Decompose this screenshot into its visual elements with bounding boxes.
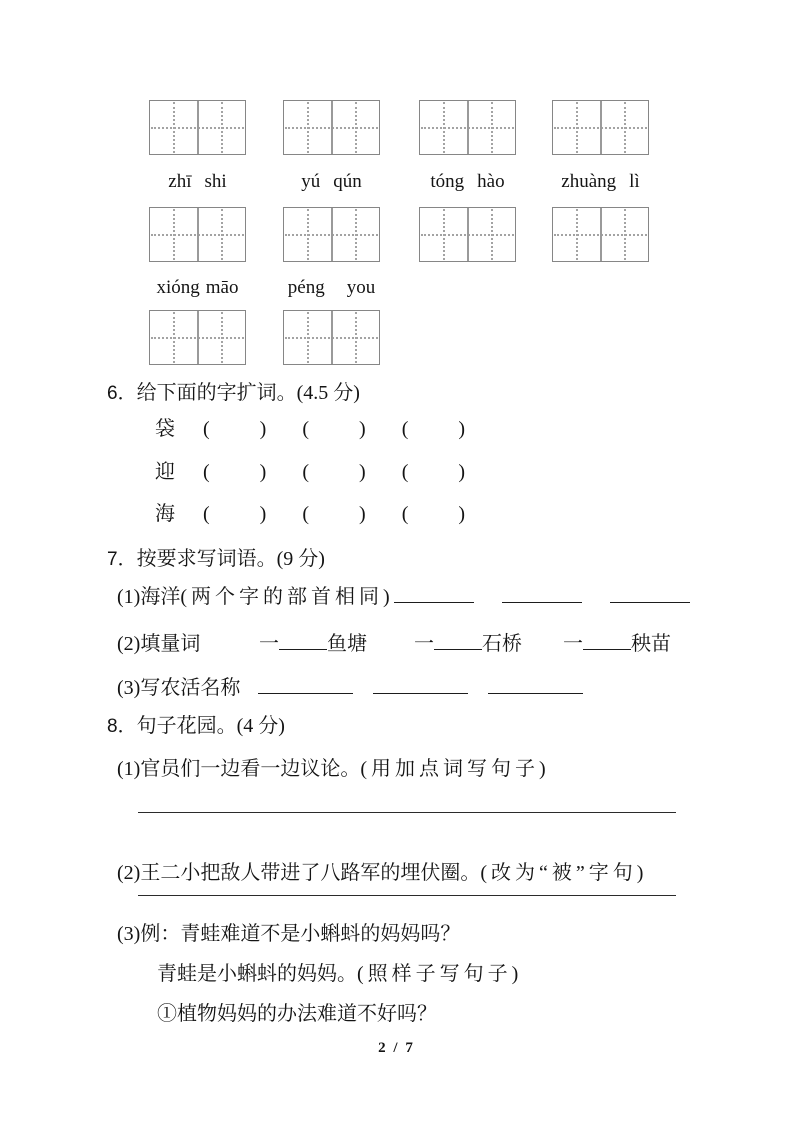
pinyin-syllable: lì — [629, 171, 640, 192]
q8-item-3-example-2 — [157, 961, 522, 987]
writing-grid-box — [552, 100, 649, 155]
grid-divider — [600, 208, 602, 261]
q8-item-1 — [117, 756, 550, 782]
unit-character: 一 — [259, 633, 279, 655]
sentence-text: ①植物妈妈的办法难道不好吗？ — [157, 1003, 437, 1025]
pinyin-syllable: you — [346, 277, 376, 298]
grid-dashed-line — [355, 312, 357, 363]
item-label: (3)写农活名称 — [117, 677, 241, 699]
writing-grid-box — [419, 100, 516, 155]
answer-line — [138, 812, 676, 813]
pinyin-syllable: māo — [205, 277, 239, 298]
answer-blank — [610, 586, 690, 603]
grid-divider — [197, 101, 199, 154]
pinyin-label — [149, 169, 246, 195]
grid-dashed-line — [576, 209, 578, 260]
unit-character: 一 — [563, 633, 583, 655]
answer-parentheses — [402, 416, 465, 442]
item-hint: (两个字的部首相同) — [180, 586, 394, 608]
grid-dashed-line — [624, 209, 626, 260]
answer-line — [138, 895, 676, 896]
base-character: 袋 — [155, 418, 175, 440]
question-title: 按要求写词语。 — [136, 548, 277, 570]
q8-item-3-sub-1 — [157, 1001, 437, 1027]
grid-dashed-line — [624, 102, 626, 153]
answer-parentheses — [302, 416, 365, 442]
grid-divider — [467, 208, 469, 261]
grid-dashed-line — [307, 209, 309, 260]
question-title: 给下面的字扩词。 — [136, 382, 297, 404]
grid-dashed-line — [173, 102, 175, 153]
noun-word: 石桥 — [482, 633, 522, 655]
question-score: (4.5 分) — [296, 382, 360, 404]
writing-grid-box — [283, 207, 380, 262]
question-title: 句子花园。 — [136, 715, 237, 737]
pinyin-label — [552, 169, 649, 195]
writing-grid-box — [283, 310, 380, 365]
answer-parentheses — [302, 501, 365, 527]
pinyin-syllable: tóng — [430, 171, 465, 192]
grid-dashed-line — [443, 102, 445, 153]
grid-dashed-line — [221, 312, 223, 363]
grid-dashed-line — [221, 209, 223, 260]
pinyin-syllable: qún — [333, 171, 362, 192]
answer-parentheses — [402, 501, 465, 527]
grid-dashed-line — [173, 312, 175, 363]
grid-dashed-line — [221, 102, 223, 153]
paren-close: ) — [458, 503, 466, 525]
paren-close: ) — [259, 461, 267, 483]
answer-parentheses — [203, 501, 266, 527]
paren-open: ( — [401, 461, 409, 483]
sentence-text: 青蛙是小蝌蚪的妈妈。 — [157, 963, 357, 985]
paren-open: ( — [302, 418, 310, 440]
writing-grid-box — [552, 207, 649, 262]
noun-word: 秧苗 — [631, 633, 671, 655]
grid-divider — [331, 208, 333, 261]
paren-close: ) — [359, 461, 366, 483]
measure-word-group — [563, 631, 671, 657]
writing-grid-box — [419, 207, 516, 262]
answer-blank — [583, 633, 631, 650]
q8-item-2 — [117, 860, 647, 886]
noun-word: 鱼塘 — [327, 633, 367, 655]
expand-word-row — [155, 459, 501, 485]
grid-dashed-line — [173, 209, 175, 260]
answer-blank — [502, 586, 582, 603]
q7-item-2 — [117, 631, 671, 657]
question-number: 6． — [107, 383, 137, 404]
answer-blank — [488, 677, 583, 694]
expand-word-row — [155, 501, 501, 527]
pinyin-syllable: xióng — [156, 277, 200, 298]
paren-open: ( — [203, 503, 210, 525]
q7-item-1 — [117, 584, 690, 610]
question-number: 7． — [107, 549, 137, 570]
grid-dashed-line — [491, 209, 493, 260]
pinyin-syllable: péng — [287, 277, 325, 298]
grid-divider — [331, 311, 333, 364]
grid-dashed-line — [355, 209, 357, 260]
question-7-heading — [107, 546, 325, 573]
paren-close: ) — [359, 503, 366, 525]
sentence-text: (1)官员们一边看一边议论。 — [117, 758, 361, 780]
measure-word-group — [259, 631, 367, 657]
writing-grid-box — [149, 207, 246, 262]
grid-divider — [197, 208, 199, 261]
sentence-text: (2)王二小把敌人带进了八路军的埋伏圈。 — [117, 862, 481, 884]
answer-blank — [394, 586, 474, 603]
q8-item-3-example — [117, 921, 460, 947]
grid-dashed-line — [491, 102, 493, 153]
item-label: (1)海洋 — [117, 586, 181, 608]
grid-dashed-line — [307, 102, 309, 153]
expand-word-row — [155, 416, 501, 442]
answer-blank — [279, 633, 327, 650]
answer-parentheses — [402, 459, 465, 485]
paren-open: ( — [203, 418, 210, 440]
question-6-heading — [107, 380, 360, 407]
item-label: (2)填量词 — [117, 633, 201, 655]
answer-blank — [434, 633, 482, 650]
base-character: 海 — [155, 503, 175, 525]
grid-dashed-line — [355, 102, 357, 153]
grid-divider — [600, 101, 602, 154]
paren-open: ( — [302, 461, 310, 483]
pinyin-label — [149, 275, 246, 301]
answer-parentheses — [203, 459, 266, 485]
paren-open: ( — [302, 503, 310, 525]
grid-divider — [467, 101, 469, 154]
sentence-text: (3)例：青蛙难道不是小蝌蚪的妈妈吗？ — [117, 923, 461, 945]
question-8-heading — [107, 713, 285, 740]
paren-close: ) — [259, 418, 267, 440]
pinyin-syllable: hào — [477, 171, 505, 192]
answer-parentheses — [302, 459, 365, 485]
paren-close: ) — [259, 503, 267, 525]
grid-dashed-line — [307, 312, 309, 363]
paren-close: ) — [359, 418, 366, 440]
grid-divider — [197, 311, 199, 364]
pinyin-syllable: shi — [204, 171, 227, 192]
pinyin-label — [283, 169, 380, 195]
unit-character: 一 — [414, 633, 434, 655]
q7-item-3 — [117, 675, 583, 701]
writing-grid-box — [283, 100, 380, 155]
grid-dashed-line — [576, 102, 578, 153]
paren-open: ( — [401, 503, 409, 525]
item-hint: (改为“被”字句) — [480, 862, 648, 884]
answer-blank — [373, 677, 468, 694]
question-score: (4 分) — [236, 715, 285, 737]
item-hint: (用加点词写句子) — [360, 758, 550, 780]
pinyin-label — [283, 275, 380, 301]
answer-blank — [258, 677, 353, 694]
item-hint: (照样子写句子) — [357, 963, 523, 985]
writing-grid-box — [149, 100, 246, 155]
question-number: 8． — [107, 716, 137, 737]
question-score: (9 分) — [276, 548, 325, 570]
pinyin-syllable: yú — [301, 171, 321, 192]
pinyin-syllable: zhuàng — [561, 171, 617, 192]
grid-dashed-line — [443, 209, 445, 260]
answer-parentheses — [203, 416, 266, 442]
writing-grid-box — [149, 310, 246, 365]
page-number: 2 / 7 — [378, 1040, 415, 1056]
paren-close: ) — [458, 461, 466, 483]
paren-open: ( — [401, 418, 409, 440]
grid-divider — [331, 101, 333, 154]
paren-open: ( — [203, 461, 210, 483]
pinyin-label — [419, 169, 516, 195]
base-character: 迎 — [155, 461, 175, 483]
paren-close: ) — [458, 418, 466, 440]
pinyin-syllable: zhī — [168, 171, 192, 192]
measure-word-group — [414, 631, 522, 657]
